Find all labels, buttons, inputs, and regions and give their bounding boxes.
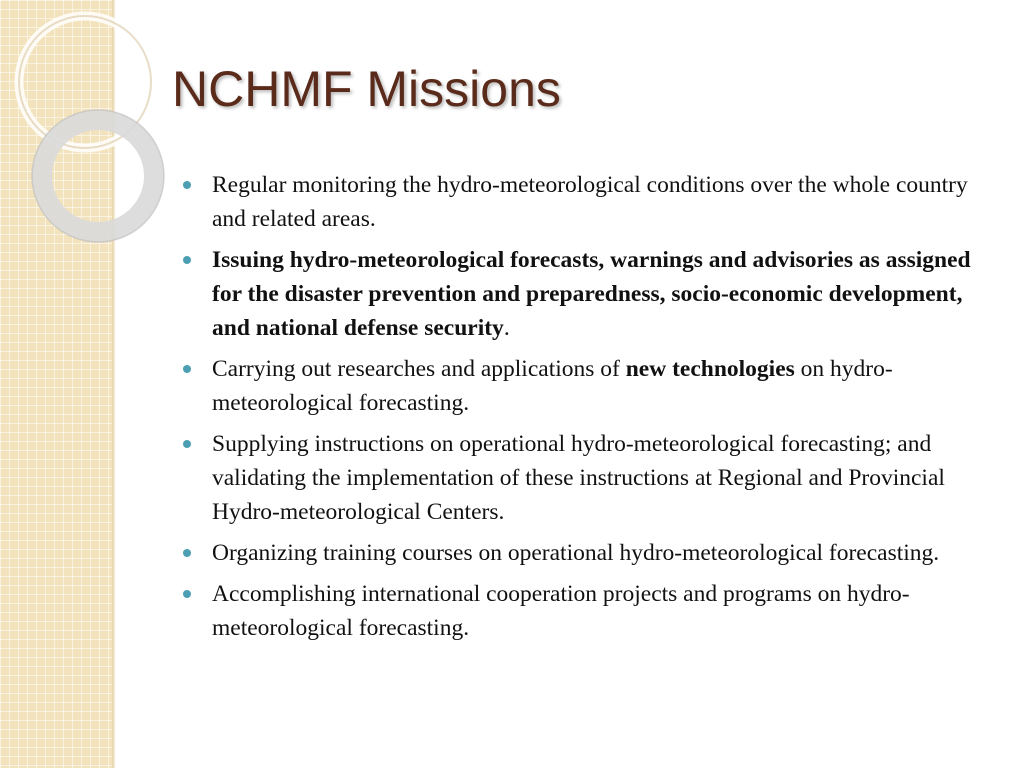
decorative-circles-icon [0, 0, 170, 260]
bullet-dot-icon [183, 590, 191, 598]
bullet-item [183, 243, 995, 345]
bullet-dot-icon [183, 256, 191, 264]
bullet-text-bold: new technologies [625, 356, 795, 382]
bullet-dot-icon [183, 549, 191, 557]
bullet-item [183, 427, 995, 529]
bullet-text: Carrying out researches and applications of [212, 356, 626, 382]
bullet-item [183, 536, 995, 570]
slide-title: NCHMF Missions [172, 61, 561, 117]
bullet-item [183, 577, 995, 645]
bullet-text-bold: Issuing hydro-meteorological forecasts, warnings and advisories as assigned for the disaster prevention and preparedness, socio-economic development, and national defense security [212, 247, 971, 341]
bullet-text: . [503, 315, 510, 341]
bullet-text: on hydro-meteorological forecasting. [212, 356, 893, 416]
bullet-text: Organizing training courses on operational hydro-meteorological forecasting. [212, 540, 940, 566]
bullet-text: Regular monitoring the hydro-meteorological conditions over the whole country and related areas. [212, 172, 968, 232]
bullet-dot-icon [183, 181, 191, 189]
bullet-list [183, 168, 995, 652]
bullet-item [183, 352, 995, 420]
bullet-text: Supplying instructions on operational hydro-meteorological forecasting; and validating the implementation of these instructions at Regional and Provincial Hydro-meteorological Centers. [212, 431, 945, 525]
bullet-text: Accomplishing international cooperation projects and programs on hydro-meteorological forecasting. [212, 581, 910, 641]
bullet-item [183, 168, 995, 236]
bullet-dot-icon [183, 440, 191, 448]
bullet-dot-icon [183, 365, 191, 373]
